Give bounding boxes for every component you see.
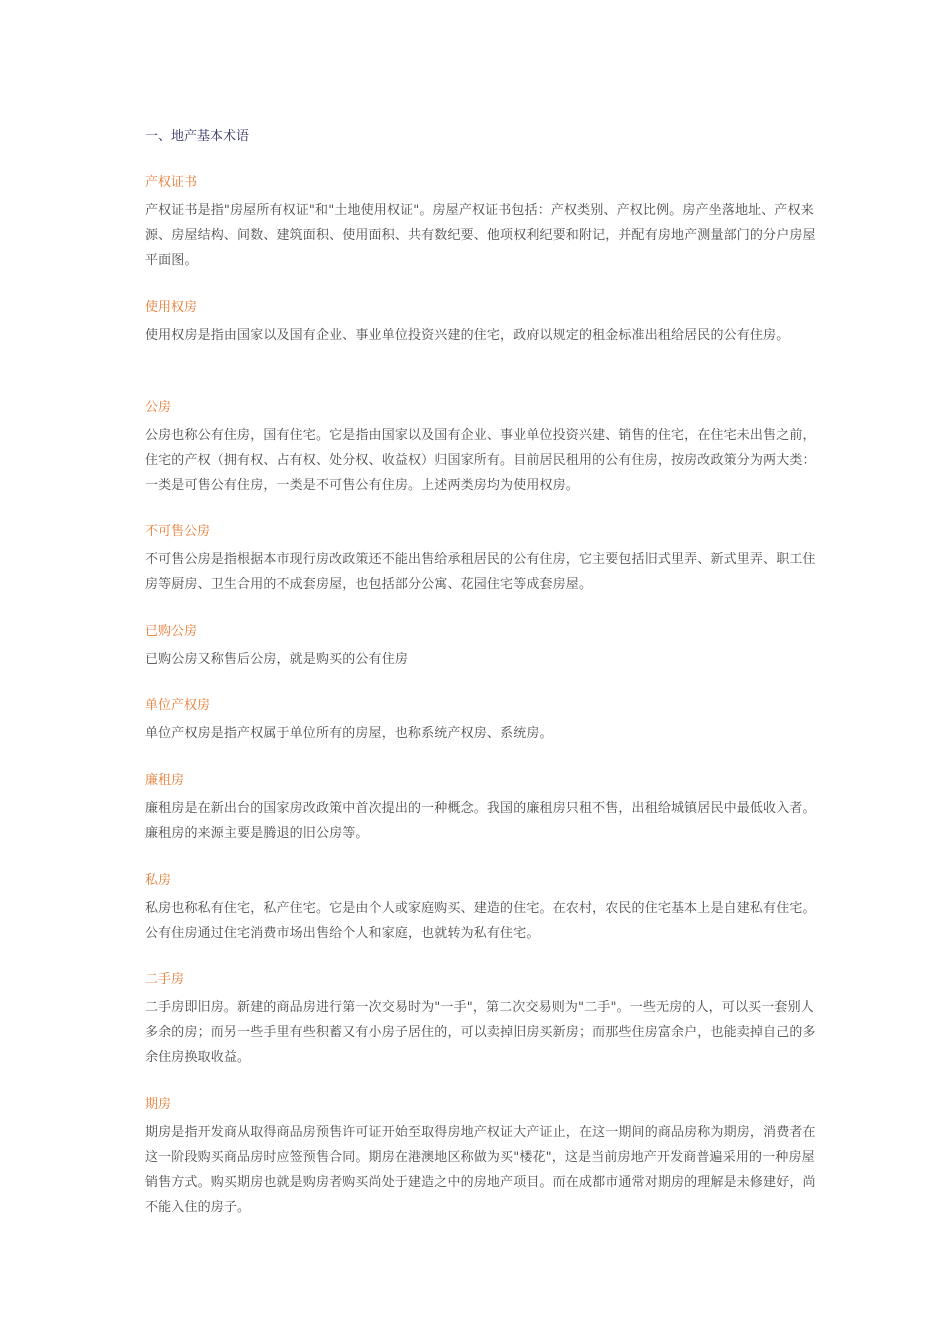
term-definition: 产权证书是指"房屋所有权证"和"土地使用权证"。房屋产权证书包括：产权类别、产权比例。房产坐落地址、产权来源、房屋结构、间数、建筑面积、使用面积、共有数纪要、他项权利纪要和附记，并配有房地产测量部门的分户房屋平面图。 [145, 203, 816, 268]
term-entry [145, 522, 817, 597]
term-entry [145, 1095, 817, 1220]
term-definition: 期房是指开发商从取得商品房预售许可证开始至取得房地产权证大产证止，在这一期间的商品房称为期房，消费者在这一阶段购买商品房时应签预售合同。期房在港澳地区称做为买"楼花"，这是当前房地产开发商普遍采用的一种房屋销售方式。购买期房也就是购房者购买尚处于建造之中的房地产项目。而在成都市通常对期房的理解是未修建好，尚不能入住的房子。 [145, 1125, 816, 1215]
term-heading: 廉租房 [145, 773, 185, 788]
term-definition: 使用权房是指由国家以及国有企业、事业单位投资兴建的住宅，政府以规定的租金标准出租给居民的公有住房。 [145, 328, 790, 343]
term-entry [145, 696, 817, 746]
term-entry [145, 871, 817, 946]
term-entry [145, 622, 817, 672]
term-definition: 廉租房是在新出台的国家房改政策中首次提出的一种概念。我国的廉租房只租不售，出租给城镇居民中最低收入者。廉租房的来源主要是腾退的旧公房等。 [145, 801, 816, 841]
term-heading: 产权证书 [145, 175, 198, 190]
term-definition: 二手房即旧房。新建的商品房进行第一次交易时为"一手"，第二次交易则为"二手"。一些无房的人，可以买一套别人多余的房；而另一些手里有些积蓄又有小房子居住的，可以卖掉旧房买新房；而那些住房富余户，也能卖掉自己的多余住房换取收益。 [145, 1000, 816, 1065]
term-entry [145, 771, 817, 846]
term-entry [145, 298, 817, 348]
term-heading: 已购公房 [145, 624, 198, 639]
term-definition: 不可售公房是指根据本市现行房改政策还不能出售给承租居民的公有住房，它主要包括旧式里弄、新式里弄、职工住房等厨房、卫生合用的不成套房屋，也包括部分公寓、花园住宅等成套房屋。 [145, 552, 816, 592]
term-definition: 单位产权房是指产权属于单位所有的房屋，也称系统产权房、系统房。 [145, 726, 553, 741]
term-definition: 私房也称私有住宅，私产住宅。它是由个人或家庭购买、建造的住宅。在农村，农民的住宅基本上是自建私有住宅。公有住房通过住宅消费市场出售给个人和家庭，也就转为私有住宅。 [145, 901, 816, 941]
term-entry [145, 173, 817, 273]
term-heading: 单位产权房 [145, 698, 211, 713]
term-heading: 期房 [145, 1097, 172, 1112]
term-heading: 私房 [145, 873, 172, 888]
term-heading: 不可售公房 [145, 524, 211, 539]
section-title: 一、地产基本术语 [145, 129, 250, 144]
term-entry [145, 398, 817, 498]
term-entry [145, 970, 817, 1070]
term-heading: 公房 [145, 400, 172, 415]
term-heading: 使用权房 [145, 300, 198, 315]
term-definition: 已购公房又称售后公房，就是购买的公有住房 [145, 652, 409, 667]
term-definition: 公房也称公有住房，国有住宅。它是指由国家以及国有企业、事业单位投资兴建、销售的住宅，在住宅未出售之前，住宅的产权（拥有权、占有权、处分权、收益权）归国家所有。目前居民租用的公有住房，按房改政策分为两大类：一类是可售公有住房，一类是不可售公有住房。上述两类房均为使用权房。 [145, 428, 816, 493]
term-heading: 二手房 [145, 972, 185, 987]
